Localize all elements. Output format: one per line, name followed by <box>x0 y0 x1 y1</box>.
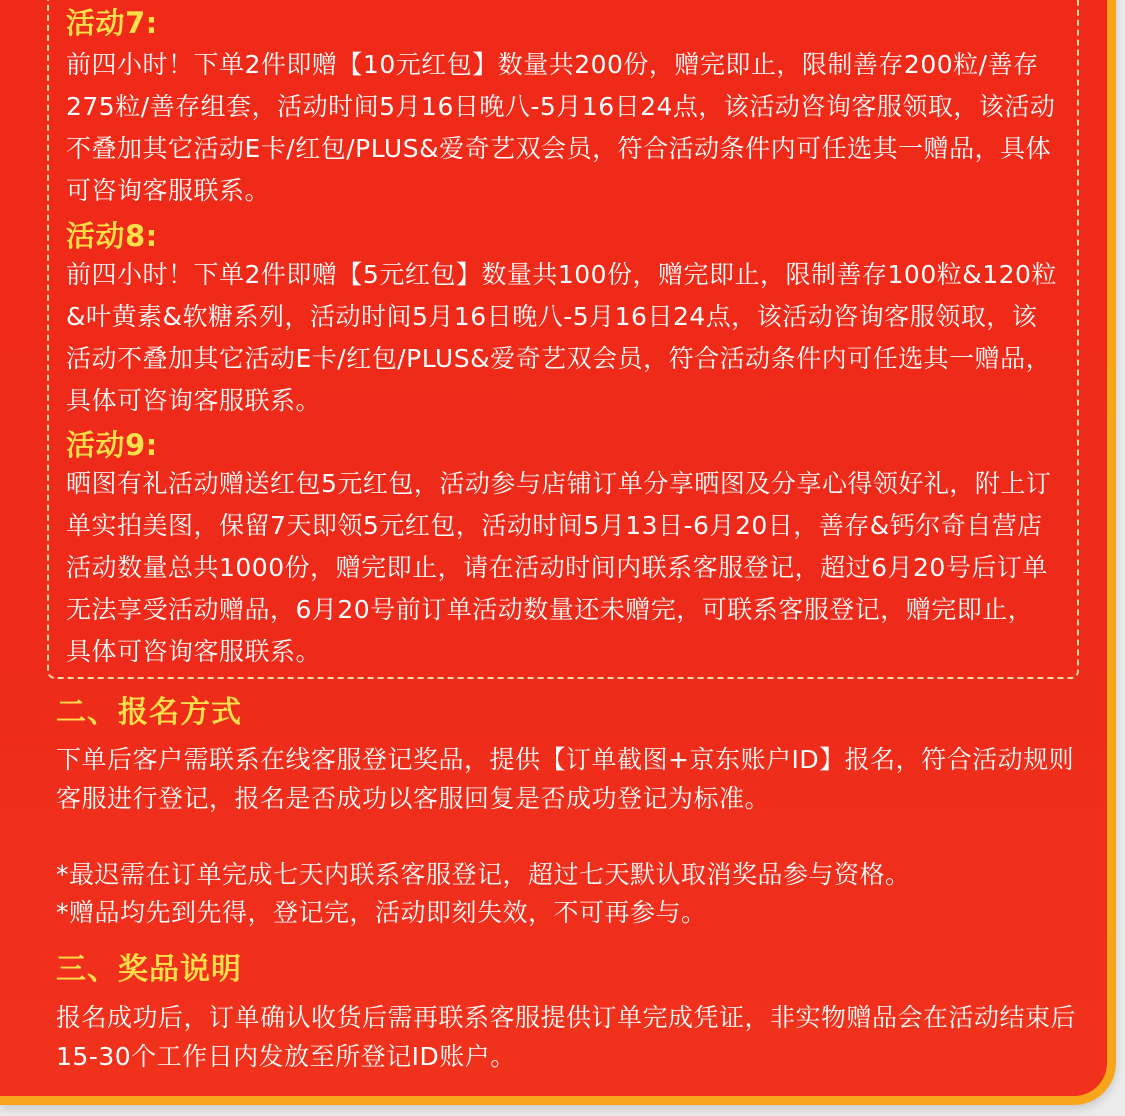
activity-9-title: 活动9: <box>66 428 158 462</box>
activity-8-title: 活动8: <box>66 219 158 253</box>
registration-note-1: *最迟需在订单完成七天内联系客服登记，超过七天默认取消奖品参与资格。 <box>56 860 911 889</box>
registration-body: 下单后客户需联系在线客服登记奖品，提供【订单截图+京东账户ID】报名，符合活动规则客服进行登记，报名是否成功以客服回复是否成功登记为标准。 <box>56 745 1075 813</box>
activity-9-body: 晒图有礼活动赠送红包5元红包，活动参与店铺订单分享晒图及分享心得领好礼，附上订单实拍美图，保留7天即领5元红包，活动时间5月13日-6月20日，善存&钙尔奇自营店活动数量总共1000份，赠完即止，请在活动时间内联系客服登记，超过6月20号后订单无法享受活动赠品，6月20号前订单活动数量还未赠完，可联系客服登记，赠完即止，具体可咨询客服联系。 <box>66 469 1052 666</box>
prize-body: 报名成功后，订单确认收货后需再联系客服提供订单完成凭证，非实物赠品会在活动结束后15-30个工作日内发放至所登记ID账户。 <box>56 1003 1077 1071</box>
activity-7-title: 活动7: <box>66 6 158 40</box>
prize-heading: 三、奖品说明 <box>56 952 242 987</box>
registration-note-2: *赠品均先到先得，登记完，活动即刻失效，不可再参与。 <box>56 898 707 927</box>
activity-8-body: 前四小时！下单2件即赠【5元红包】数量共100份，赠完即止，限制善存100粒&120粒&叶黄素&软糖系列，活动时间5月16日晚八-5月16日24点，该活动咨询客服领取，该活动不叠加其它活动E卡/红包/PLUS&爱奇艺双会员，符合活动条件内可任选其一赠品，具体可咨询客服联系。 <box>66 260 1057 415</box>
activity-7-body: 前四小时！下单2件即赠【10元红包】数量共200份，赠完即止，限制善存200粒/善存275粒/善存组套，活动时间5月16日晚八-5月16日24点，该活动咨询客服领取，该活动不叠加其它活动E卡/红包/PLUS&爱奇艺双会员，符合活动条件内可任选其一赠品，具体可咨询客服联系。 <box>66 50 1056 205</box>
registration-heading: 二、报名方式 <box>56 695 242 730</box>
